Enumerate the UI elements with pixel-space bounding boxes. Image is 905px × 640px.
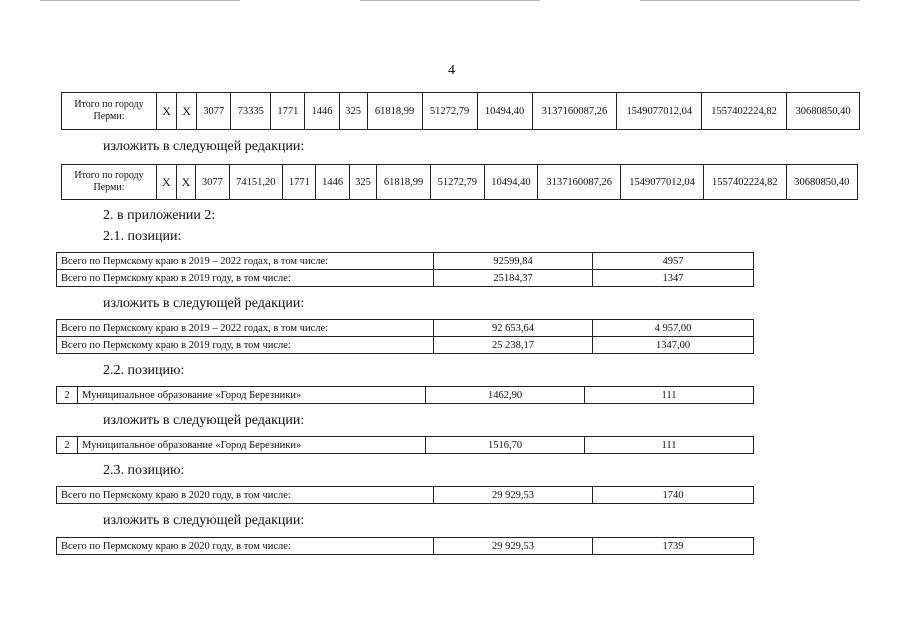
cell: 111 — [585, 437, 754, 454]
paragraph-new-edition: изложить в следующей редакции: — [103, 413, 305, 428]
table-positions-new — [56, 319, 754, 354]
cell: 29 929,53 — [434, 538, 593, 555]
cell: 1739 — [593, 538, 754, 555]
table-row — [57, 270, 754, 287]
paragraph-new-edition: изложить в следующей редакции: — [103, 139, 305, 154]
cell: 1549077012,04 — [617, 93, 702, 130]
row-label — [62, 93, 157, 130]
cell: 61818,99 — [377, 165, 431, 200]
table-row — [62, 165, 858, 200]
label-line: Итого по городу — [74, 99, 144, 110]
cell: 1771 — [283, 165, 316, 200]
table-positions-old — [56, 252, 754, 287]
paragraph-new-edition: изложить в следующей редакции: — [103, 296, 305, 311]
cell: 51272,79 — [422, 93, 477, 130]
cell: 4 957,00 — [593, 320, 754, 337]
table-row — [57, 337, 754, 354]
row-label: Всего по Пермскому краю в 2019 – 2022 годах, в том числе: — [57, 320, 434, 337]
cell: 10494,40 — [477, 93, 532, 130]
cell: 92599,84 — [434, 253, 593, 270]
cell: 1516,70 — [426, 437, 585, 454]
paragraph-2-1: 2.1. позиции: — [103, 229, 182, 244]
table-row — [57, 253, 754, 270]
row-label: Всего по Пермскому краю в 2019 году, в том числе: — [57, 337, 434, 354]
cell: 1557402224,82 — [703, 165, 786, 200]
cell: 3077 — [196, 165, 229, 200]
cell: 30680850,40 — [786, 165, 857, 200]
cell: 25184,37 — [434, 270, 593, 287]
cell: 1347 — [593, 270, 754, 287]
cell: 325 — [339, 93, 367, 130]
cell: 4957 — [593, 253, 754, 270]
cell: 1446 — [305, 93, 339, 130]
table-total-perm-new — [61, 164, 858, 200]
cell: 1462,90 — [426, 387, 585, 404]
cell: X — [177, 93, 197, 130]
row-label: Всего по Пермскому краю в 2019 году, в том числе: — [57, 270, 434, 287]
cell: 3137160087,26 — [532, 93, 617, 130]
cell: 73335 — [231, 93, 271, 130]
scan-edge-line — [360, 0, 540, 1]
cell: 1549077012,04 — [621, 165, 704, 200]
row-index: 2 — [57, 387, 78, 404]
cell: 61818,99 — [367, 93, 422, 130]
cell: 1347,00 — [593, 337, 754, 354]
table-2020-new — [56, 537, 754, 555]
cell: 74151,20 — [229, 165, 283, 200]
cell: 1740 — [593, 487, 754, 504]
paragraph-appendix-2: 2. в приложении 2: — [103, 208, 216, 223]
label-line: Перми: — [93, 111, 125, 122]
cell: 51272,79 — [430, 165, 484, 200]
cell: 30680850,40 — [787, 93, 860, 130]
table-berezniki-new — [56, 436, 754, 454]
table-berezniki-old — [56, 386, 754, 404]
cell: 3137160087,26 — [538, 165, 621, 200]
cell: 111 — [585, 387, 754, 404]
row-label: Всего по Пермскому краю в 2020 году, в том числе: — [57, 538, 434, 555]
scan-edge-line — [640, 0, 860, 1]
cell: X — [157, 93, 177, 130]
row-label — [62, 165, 157, 200]
table-row — [57, 320, 754, 337]
table-row — [57, 387, 754, 404]
cell: 29 929,53 — [434, 487, 593, 504]
scan-edge-line — [40, 0, 240, 1]
paragraph-2-3: 2.3. позицию: — [103, 463, 185, 478]
cell: 25 238,17 — [434, 337, 593, 354]
table-total-perm-old — [61, 92, 860, 130]
cell: X — [157, 165, 177, 200]
row-label: Всего по Пермскому краю в 2019 – 2022 годах, в том числе: — [57, 253, 434, 270]
cell: 1557402224,82 — [702, 93, 787, 130]
cell: 325 — [349, 165, 376, 200]
paragraph-2-2: 2.2. позицию: — [103, 363, 185, 378]
page-number: 4 — [448, 63, 455, 78]
cell: X — [176, 165, 196, 200]
label-line: Итого по городу — [74, 170, 144, 181]
row-index: 2 — [57, 437, 78, 454]
row-label: Муниципальное образование «Город Березники» — [78, 437, 426, 454]
table-row — [57, 437, 754, 454]
cell: 1446 — [316, 165, 349, 200]
label-line: Перми: — [93, 182, 125, 193]
cell: 3077 — [197, 93, 231, 130]
cell: 92 653,64 — [434, 320, 593, 337]
cell: 10494,40 — [484, 165, 538, 200]
table-2020-old — [56, 486, 754, 504]
row-label: Всего по Пермскому краю в 2020 году, в том числе: — [57, 487, 434, 504]
table-row — [62, 93, 860, 130]
table-row — [57, 487, 754, 504]
paragraph-new-edition: изложить в следующей редакции: — [103, 513, 305, 528]
cell: 1771 — [271, 93, 305, 130]
row-label: Муниципальное образование «Город Березники» — [78, 387, 426, 404]
table-row — [57, 538, 754, 555]
